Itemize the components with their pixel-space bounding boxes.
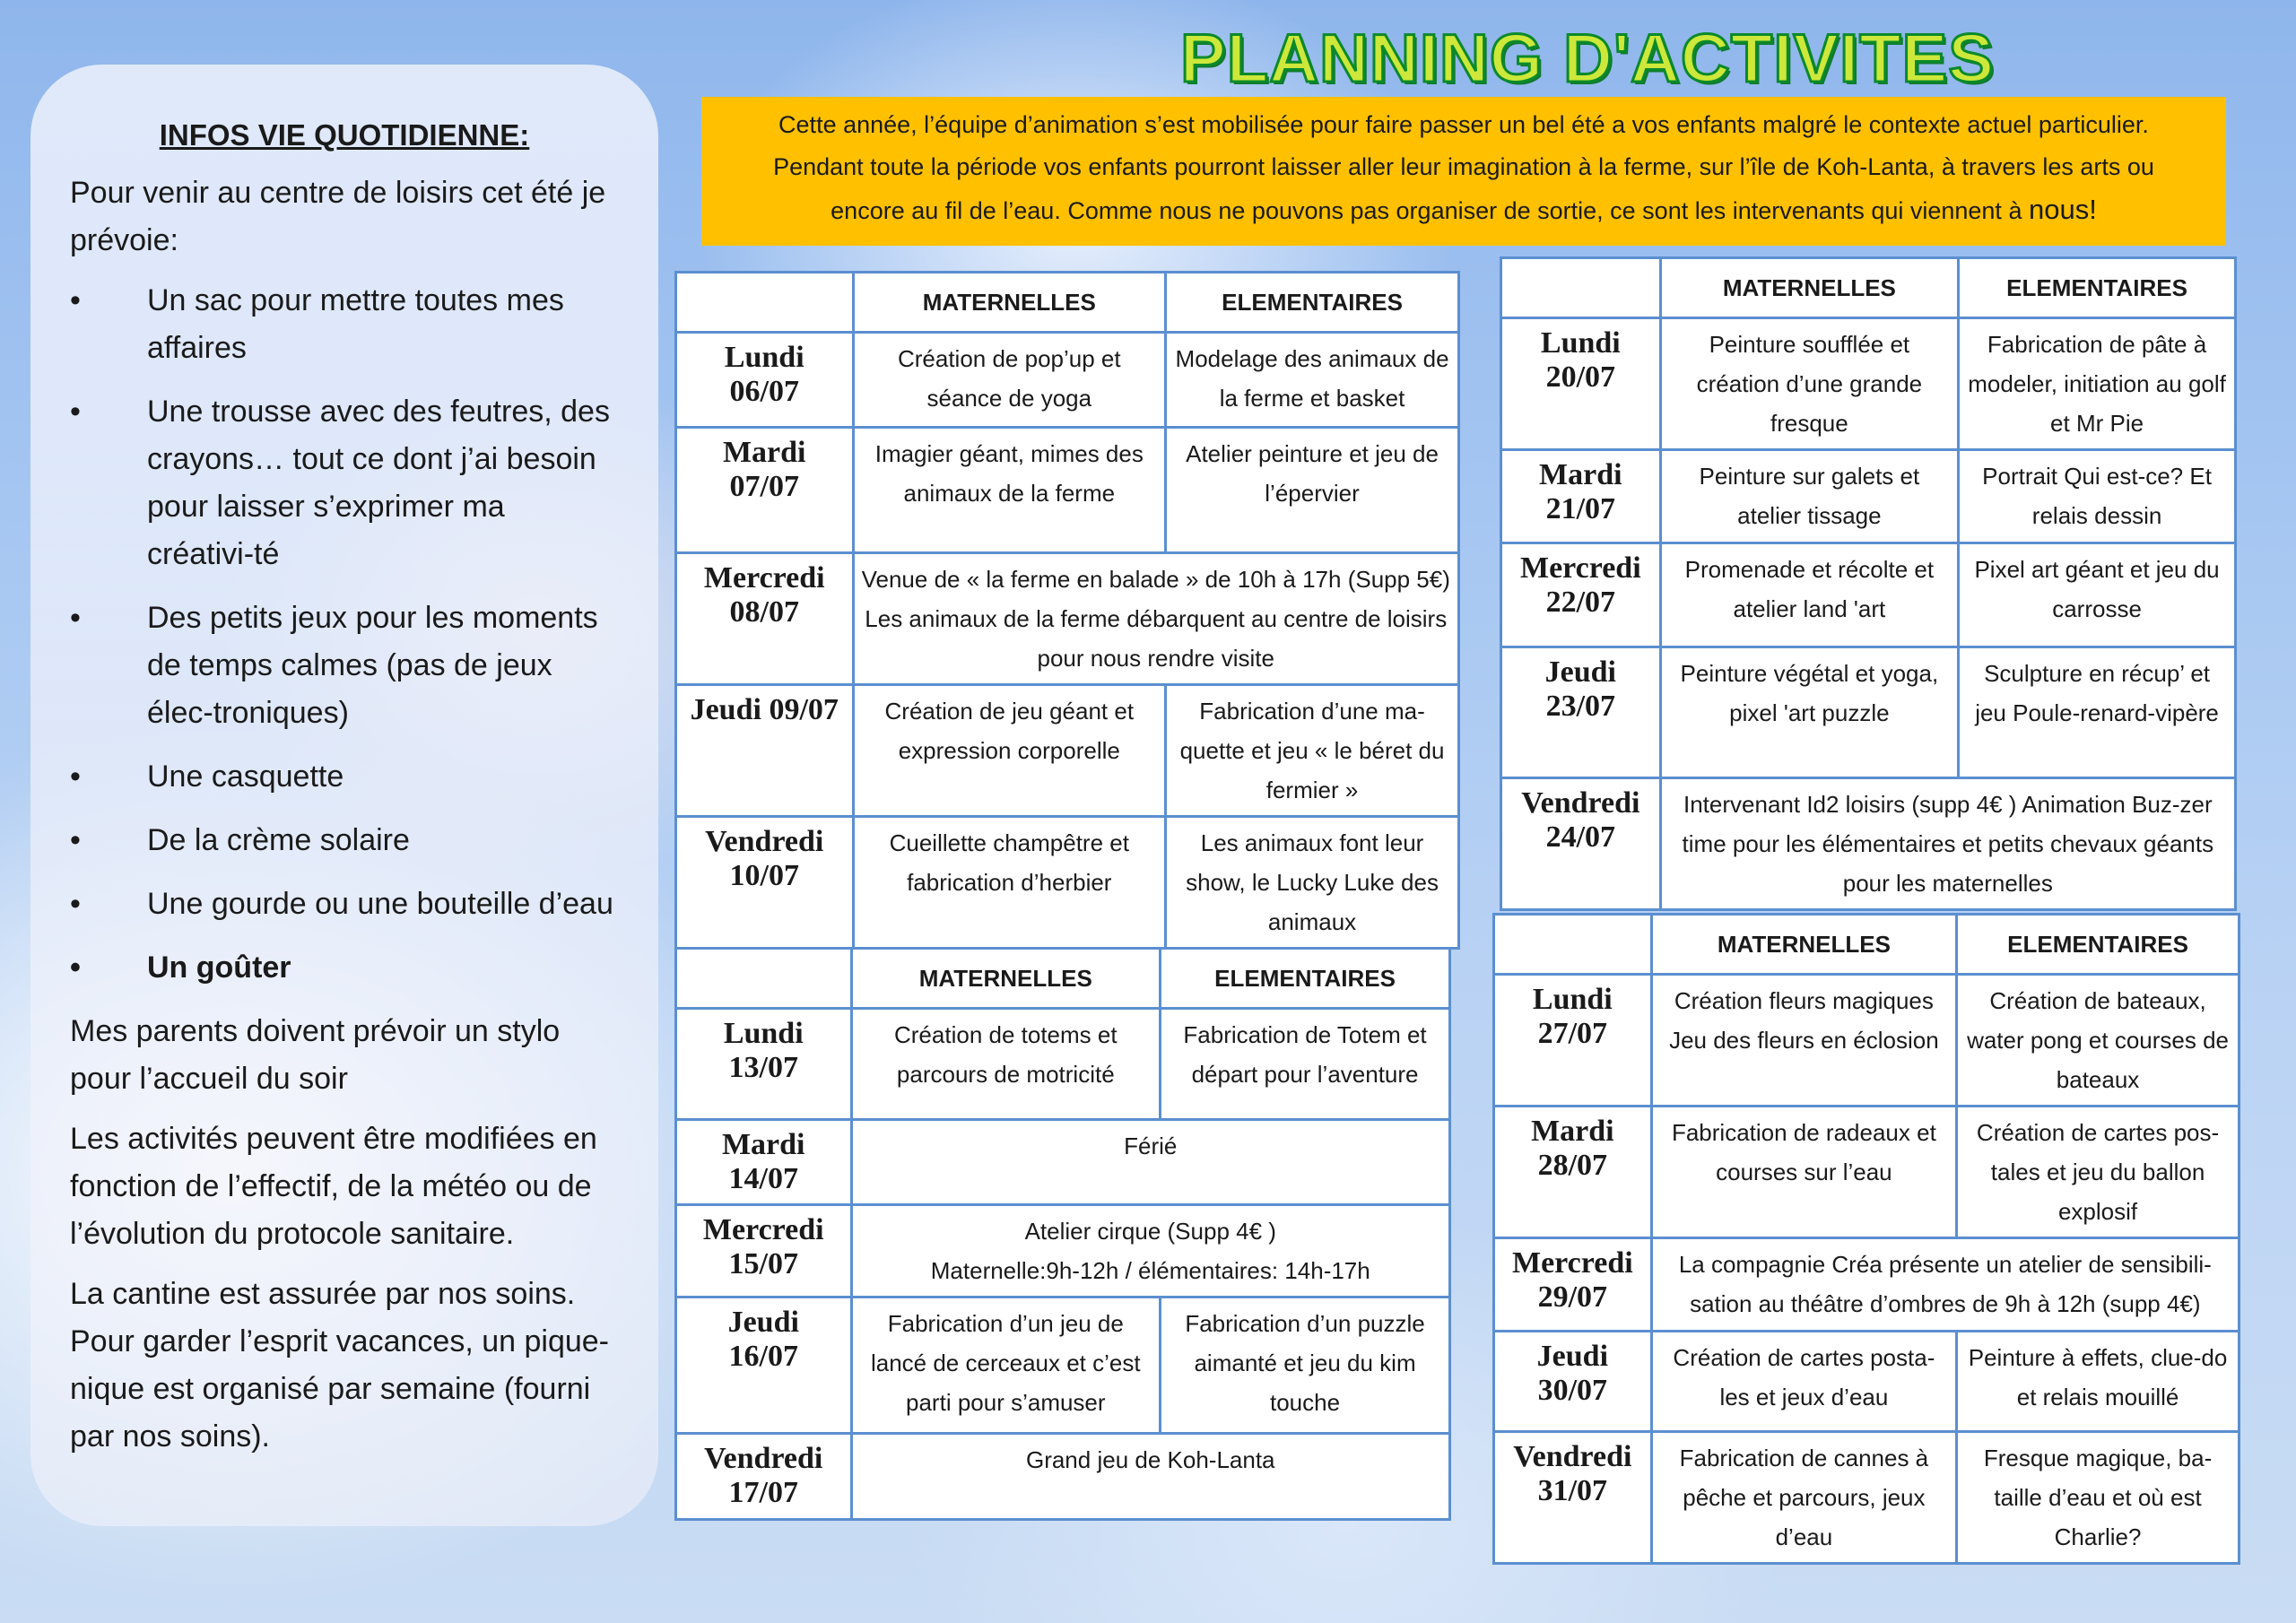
activity-all: La compagnie Créa présente un atelier de sensibili-sation au théâtre d’ombres de 9h à 12h (supp 4€)	[1651, 1238, 2239, 1332]
table-row	[676, 1434, 1450, 1520]
header-elementaires: ELEMENTAIRES	[1959, 258, 2236, 318]
table-row	[1494, 1107, 2239, 1238]
day-date: 14/07	[728, 1162, 798, 1195]
list-item: • De la crème solaire	[70, 817, 619, 864]
table-row	[676, 553, 1459, 685]
day-cell	[1494, 975, 1652, 1107]
sidebar-note-changes: Les activités peuvent être modifiées en fonction de l’effectif, de la météo ou de l’évolution du protocole sanitaire.	[70, 1122, 597, 1251]
header-elementaires: ELEMENTAIRES	[1166, 273, 1459, 333]
activity-all: Férié	[851, 1120, 1450, 1205]
activity-maternelles: Imagier géant, mimes des animaux de la ferme	[853, 428, 1166, 553]
day-name: Mercredi	[702, 1213, 824, 1246]
activity-maternelles: Promenade et récolte et atelier land 'art	[1660, 543, 1958, 647]
day-cell	[1501, 647, 1661, 778]
day-cell	[676, 685, 854, 817]
list-item: • Une casquette	[70, 753, 619, 801]
day-date: 07/07	[729, 470, 799, 503]
intro-line-3-end: nous!	[2028, 194, 2097, 225]
day-date: 15/07	[728, 1247, 798, 1280]
header-elementaires: ELEMENTAIRES	[1161, 949, 1450, 1009]
activity-maternelles: Création de pop’up et séance de yoga	[853, 333, 1166, 428]
activity-elementaires: Création de cartes pos-tales et jeu du ballon explosif	[1957, 1107, 2239, 1238]
activity-elementaires: Modelage des animaux de la ferme et basket	[1166, 333, 1459, 428]
table-row	[1501, 450, 2236, 543]
day-name: Jeudi	[1536, 1340, 1609, 1373]
list-item: • Une trousse avec des feutres, des crayons… tout ce dont j’ai besoin pour laisser s’exprimer ma créativi-té	[70, 388, 619, 578]
activity-maternelles: Peinture soufflée et création d’une grande fresque	[1660, 318, 1958, 450]
header-maternelles: MATERNELLES	[1660, 258, 1958, 318]
header-maternelles: MATERNELLES	[853, 273, 1166, 333]
day-date: 23/07	[1545, 690, 1616, 723]
day-date: 27/07	[1537, 1017, 1608, 1050]
day-name: Vendredi	[704, 1442, 823, 1475]
day-date: 28/07	[1537, 1149, 1608, 1182]
week-table-4	[1492, 913, 2240, 1565]
activity-maternelles: Création de jeu géant et expression corporelle	[853, 685, 1166, 817]
activity-all-line-1: Atelier cirque (Supp 4€ )	[1024, 1218, 1276, 1245]
day-name: Jeudi	[727, 1306, 799, 1339]
table-row	[676, 1205, 1450, 1298]
header-empty	[676, 949, 852, 1009]
day-cell	[1494, 1432, 1652, 1564]
week-table-3	[1500, 256, 2237, 911]
header-empty	[676, 273, 854, 333]
day-name: Mardi	[722, 436, 806, 469]
day-date: 16/07	[728, 1340, 798, 1373]
day-cell	[676, 333, 854, 428]
table-row	[676, 685, 1459, 817]
activity-elementaires: Peinture à effets, clue-do et relais mouillé	[1957, 1332, 2239, 1432]
header-maternelles: MATERNELLES	[1651, 915, 1956, 975]
day-cell	[676, 1298, 852, 1434]
day-name: Lundi	[1532, 983, 1613, 1016]
day-name: Vendredi	[705, 825, 824, 858]
activity-elementaires: Portrait Qui est-ce? Et relais dessin	[1959, 450, 2236, 543]
day-date: 20/07	[1545, 360, 1616, 394]
intro-line-3	[728, 188, 2199, 232]
activity-elementaires: Pixel art géant et jeu du carrosse	[1959, 543, 2236, 647]
day-name: Mercredi	[703, 561, 825, 595]
day-name: Mardi	[1539, 458, 1622, 491]
day-name: Lundi	[724, 341, 804, 374]
activity-all	[851, 1205, 1450, 1298]
activity-all-line-2: Maternelle:9h-12h / élémentaires: 14h-17h	[930, 1257, 1370, 1284]
activity-elementaires: Les animaux font leur show, le Lucky Luke des animaux	[1166, 817, 1459, 949]
day-name: Mardi	[1531, 1115, 1614, 1148]
day-cell	[1501, 543, 1661, 647]
day-date: 10/07	[729, 859, 799, 892]
table-row	[1501, 778, 2236, 910]
table-row	[1501, 318, 2236, 450]
day-name: Jeudi 09/07	[690, 693, 839, 726]
day-name: Lundi	[1540, 326, 1621, 360]
activity-maternelles: Fabrication de radeaux et courses sur l’eau	[1651, 1107, 1956, 1238]
day-date: 22/07	[1545, 586, 1616, 619]
sidebar-heading: INFOS VIE QUOTIDIENNE:	[159, 118, 530, 152]
sidebar-note-pen: Mes parents doivent prévoir un stylo pour l’accueil du soir	[70, 1014, 561, 1096]
info-sidebar	[30, 65, 658, 1526]
activity-all: Grand jeu de Koh-Lanta	[851, 1434, 1450, 1520]
day-cell	[1501, 778, 1661, 910]
table-header-row	[1494, 915, 2239, 975]
activity-maternelles: Création de cartes posta-les et jeux d’eau	[1651, 1332, 1956, 1432]
table-row	[1501, 647, 2236, 778]
list-item: • Un sac pour mettre toutes mes affaires	[70, 277, 619, 372]
day-date: 17/07	[728, 1476, 798, 1509]
day-date: 24/07	[1545, 820, 1616, 854]
activity-maternelles: Peinture végétal et yoga, pixel 'art puzzle	[1660, 647, 1958, 778]
day-cell	[1494, 1107, 1652, 1238]
week-table-1	[674, 271, 1460, 950]
day-cell	[676, 428, 854, 553]
list-item: • Des petits jeux pour les moments de temps calmes (pas de jeux élec-troniques)	[70, 595, 619, 737]
day-cell	[1494, 1332, 1652, 1432]
week-table-2	[674, 947, 1451, 1521]
day-name: Jeudi	[1544, 655, 1616, 689]
activity-elementaires: Création de bateaux, water pong et courses de bateaux	[1957, 975, 2239, 1107]
header-empty	[1494, 915, 1652, 975]
day-name: Lundi	[723, 1017, 804, 1050]
day-name: Vendredi	[1521, 786, 1640, 820]
day-cell	[676, 1205, 852, 1298]
table-row	[676, 1009, 1450, 1120]
day-cell	[1501, 450, 1661, 543]
day-cell	[676, 1120, 852, 1205]
table-row	[676, 817, 1459, 949]
list-item: • Une gourde ou une bouteille d’eau	[70, 881, 619, 928]
activity-all: Venue de « la ferme en balade » de 10h à 17h (Supp 5€) Les animaux de la ferme débarquent au centre de loisirs pour nous rendre visite	[853, 553, 1459, 685]
day-date: 21/07	[1545, 492, 1616, 525]
table-row	[676, 333, 1459, 428]
intro-line-2: Pendant toute la période vos enfants pourront laisser aller leur imagination à la ferme, sur l’île de Koh-Lanta, à travers les arts ou	[773, 153, 2154, 180]
activity-elementaires: Fabrication d’un puzzle aimanté et jeu du kim touche	[1161, 1298, 1450, 1434]
day-cell	[676, 817, 854, 949]
day-cell	[676, 1009, 852, 1120]
activity-all: Intervenant Id2 loisirs (supp 4€ ) Animation Buz-zer time pour les élémentaires et petits chevaux géants pour les maternelles	[1660, 778, 2235, 910]
table-row	[676, 428, 1459, 553]
page-title: PLANNING D'ACTIVITES	[1180, 21, 1995, 97]
day-name: Mercredi	[1512, 1246, 1633, 1280]
header-maternelles: MATERNELLES	[851, 949, 1161, 1009]
day-name: Mardi	[721, 1128, 805, 1161]
activity-maternelles: Fabrication d’un jeu de lancé de cerceaux et c’est parti pour s’amuser	[851, 1298, 1161, 1434]
activity-elementaires: Fresque magique, ba-taille d’eau et où est Charlie?	[1957, 1432, 2239, 1564]
list-item: • Un goûter	[70, 944, 619, 992]
table-header-row	[676, 273, 1459, 333]
table-row	[1494, 1332, 2239, 1432]
table-row	[1494, 1238, 2239, 1332]
activity-maternelles: Création de totems et parcours de motricité	[851, 1009, 1161, 1120]
sidebar-note-canteen: La cantine est assurée par nos soins. Pour garder l’esprit vacances, un pique-nique est organisé par semaine (fourni par nos soins).	[70, 1277, 609, 1454]
table-row	[676, 1120, 1450, 1205]
activity-elementaires: Fabrication de Totem et départ pour l’aventure	[1161, 1009, 1450, 1120]
activity-maternelles: Création fleurs magiques Jeu des fleurs en éclosion	[1651, 975, 1956, 1107]
sidebar-intro: Pour venir au centre de loisirs cet été je prévoie:	[70, 176, 606, 257]
day-cell	[676, 1434, 852, 1520]
table-row	[1494, 1432, 2239, 1564]
activity-maternelles: Peinture sur galets et atelier tissage	[1660, 450, 1958, 543]
day-cell	[1501, 318, 1661, 450]
table-header-row	[1501, 258, 2236, 318]
day-date: 08/07	[729, 595, 799, 629]
header-elementaires: ELEMENTAIRES	[1957, 915, 2239, 975]
activity-elementaires: Sculpture en récup’ et jeu Poule-renard-vipère	[1959, 647, 2236, 778]
table-row	[1494, 975, 2239, 1107]
table-row	[1501, 543, 2236, 647]
table-header-row	[676, 949, 1450, 1009]
day-date: 30/07	[1537, 1374, 1608, 1407]
day-cell	[1494, 1238, 1652, 1332]
intro-banner	[701, 97, 2226, 246]
checklist	[70, 277, 619, 992]
intro-line-3-text: encore au fil de l’eau. Comme nous ne pouvons pas organiser de sortie, ce sont les intervenants qui viennent à	[831, 197, 2022, 224]
day-date: 31/07	[1537, 1474, 1608, 1507]
day-name: Vendredi	[1513, 1440, 1632, 1473]
activity-elementaires: Atelier peinture et jeu de l’épervier	[1166, 428, 1459, 553]
day-date: 06/07	[729, 375, 799, 408]
activity-elementaires: Fabrication de pâte à modeler, initiation au golf et Mr Pie	[1959, 318, 2236, 450]
day-date: 29/07	[1537, 1280, 1608, 1314]
table-row	[676, 1298, 1450, 1434]
activity-elementaires: Fabrication d’une ma-quette et jeu « le béret du fermier »	[1166, 685, 1459, 817]
activity-maternelles: Cueillette champêtre et fabrication d’herbier	[853, 817, 1166, 949]
header-empty	[1501, 258, 1661, 318]
day-name: Mercredi	[1519, 551, 1641, 585]
day-date: 13/07	[728, 1051, 798, 1084]
intro-line-1: Cette année, l’équipe d’animation s’est mobilisée pour faire passer un bel été a vos enfants malgré le contexte actuel particulier.	[778, 111, 2149, 138]
activity-maternelles: Fabrication de cannes à pêche et parcours, jeux d’eau	[1651, 1432, 1956, 1564]
day-cell	[676, 553, 854, 685]
